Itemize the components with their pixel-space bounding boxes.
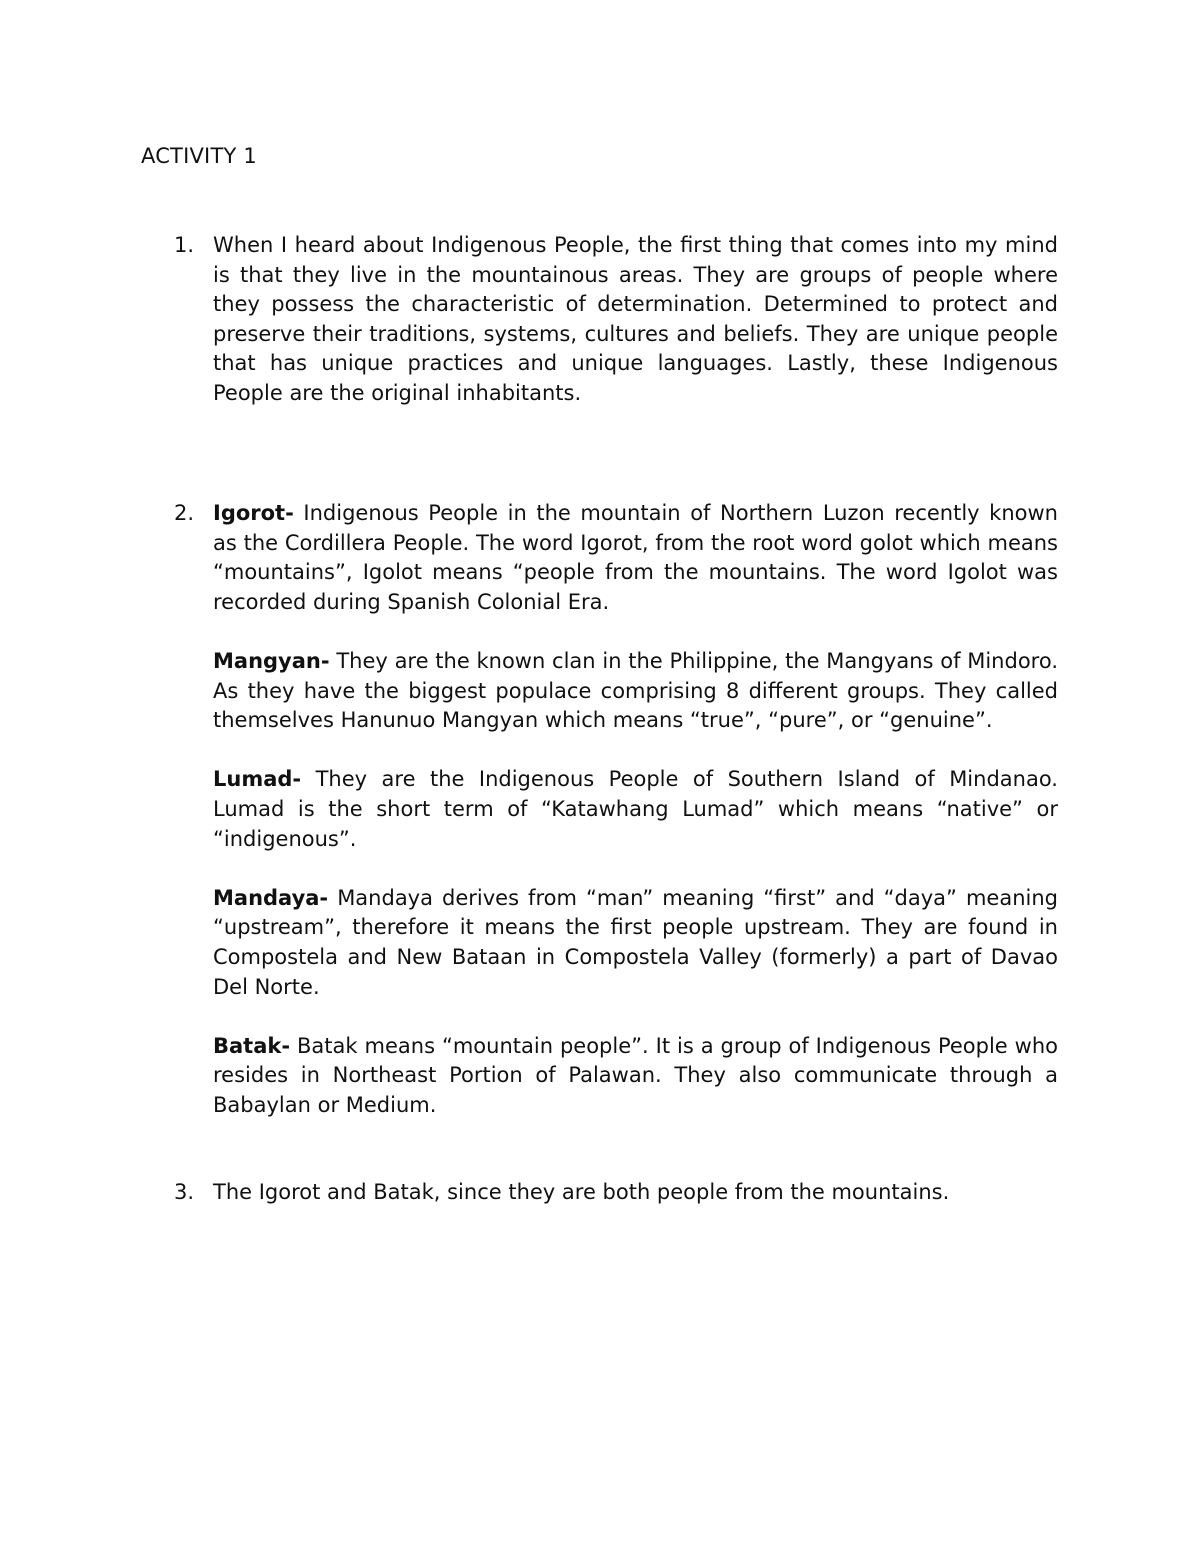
term-description: They are the Indigenous People of Southern Island of Mindanao. Lumad is the short term of “Katawhang Lumad” which means “native” or “indigenous”. xyxy=(213,767,1058,851)
term-label: Batak- xyxy=(213,1033,291,1058)
group-lumad xyxy=(213,765,1058,854)
term-label: Mandaya- xyxy=(213,885,329,910)
list-item-3 xyxy=(141,1178,1058,1208)
indigenous-groups xyxy=(213,499,1058,1120)
term-description: Batak means “mountain people”. It is a group of Indigenous People who resides in Northeast Portion of Palawan. They also communicate through a Babaylan or Medium. xyxy=(213,1033,1058,1117)
list-item-1 xyxy=(141,231,1058,409)
term-label: Mangyan- xyxy=(213,648,330,673)
answer-paragraph: When I heard about Indigenous People, the first thing that comes into my mind is that they live in the mountainous areas. They are groups of people where they possess the characteristic of determination. Determined to protect and preserve their traditions, systems, cultures and beliefs. They are unique people that has unique practices and unique languages. Lastly, these Indigenous People are the original inhabitants. xyxy=(213,233,1058,405)
group-batak xyxy=(213,1032,1058,1121)
term-description: Indigenous People in the mountain of Northern Luzon recently known as the Cordillera People. The word Igorot, from the root word golot which means “mountains”, Igolot means “people from the mountains. The word Igolot was recorded during Spanish Colonial Era. xyxy=(213,501,1058,614)
term-description: They are the known clan in the Philippine, the Mangyans of Mindoro. As they have the biggest populace comprising 8 different groups. They called themselves Hanunuo Mangyan which means “true”, “pure”, or “genuine”. xyxy=(213,648,1058,733)
term-description: Mandaya derives from “man” meaning “first” and “daya” meaning “upstream”, therefore it means the first people upstream. They are found in Compostela and New Bataan in Compostela Valley (formerly) a part of Davao Del Norte. xyxy=(213,885,1058,999)
page-title: ACTIVITY 1 xyxy=(141,144,257,168)
list-number: 3. xyxy=(174,1180,195,1204)
group-mangyan xyxy=(213,647,1058,736)
list-number: 2. xyxy=(174,501,195,525)
group-igorot xyxy=(213,499,1058,617)
list-number: 1. xyxy=(174,233,195,257)
term-label: Lumad- xyxy=(213,767,302,792)
group-mandaya xyxy=(213,884,1058,1002)
answer-paragraph: The Igorot and Batak, since they are both people from the mountains. xyxy=(213,1180,950,1204)
term-label: Igorot- xyxy=(213,501,294,525)
list-item-2 xyxy=(141,499,1058,1120)
